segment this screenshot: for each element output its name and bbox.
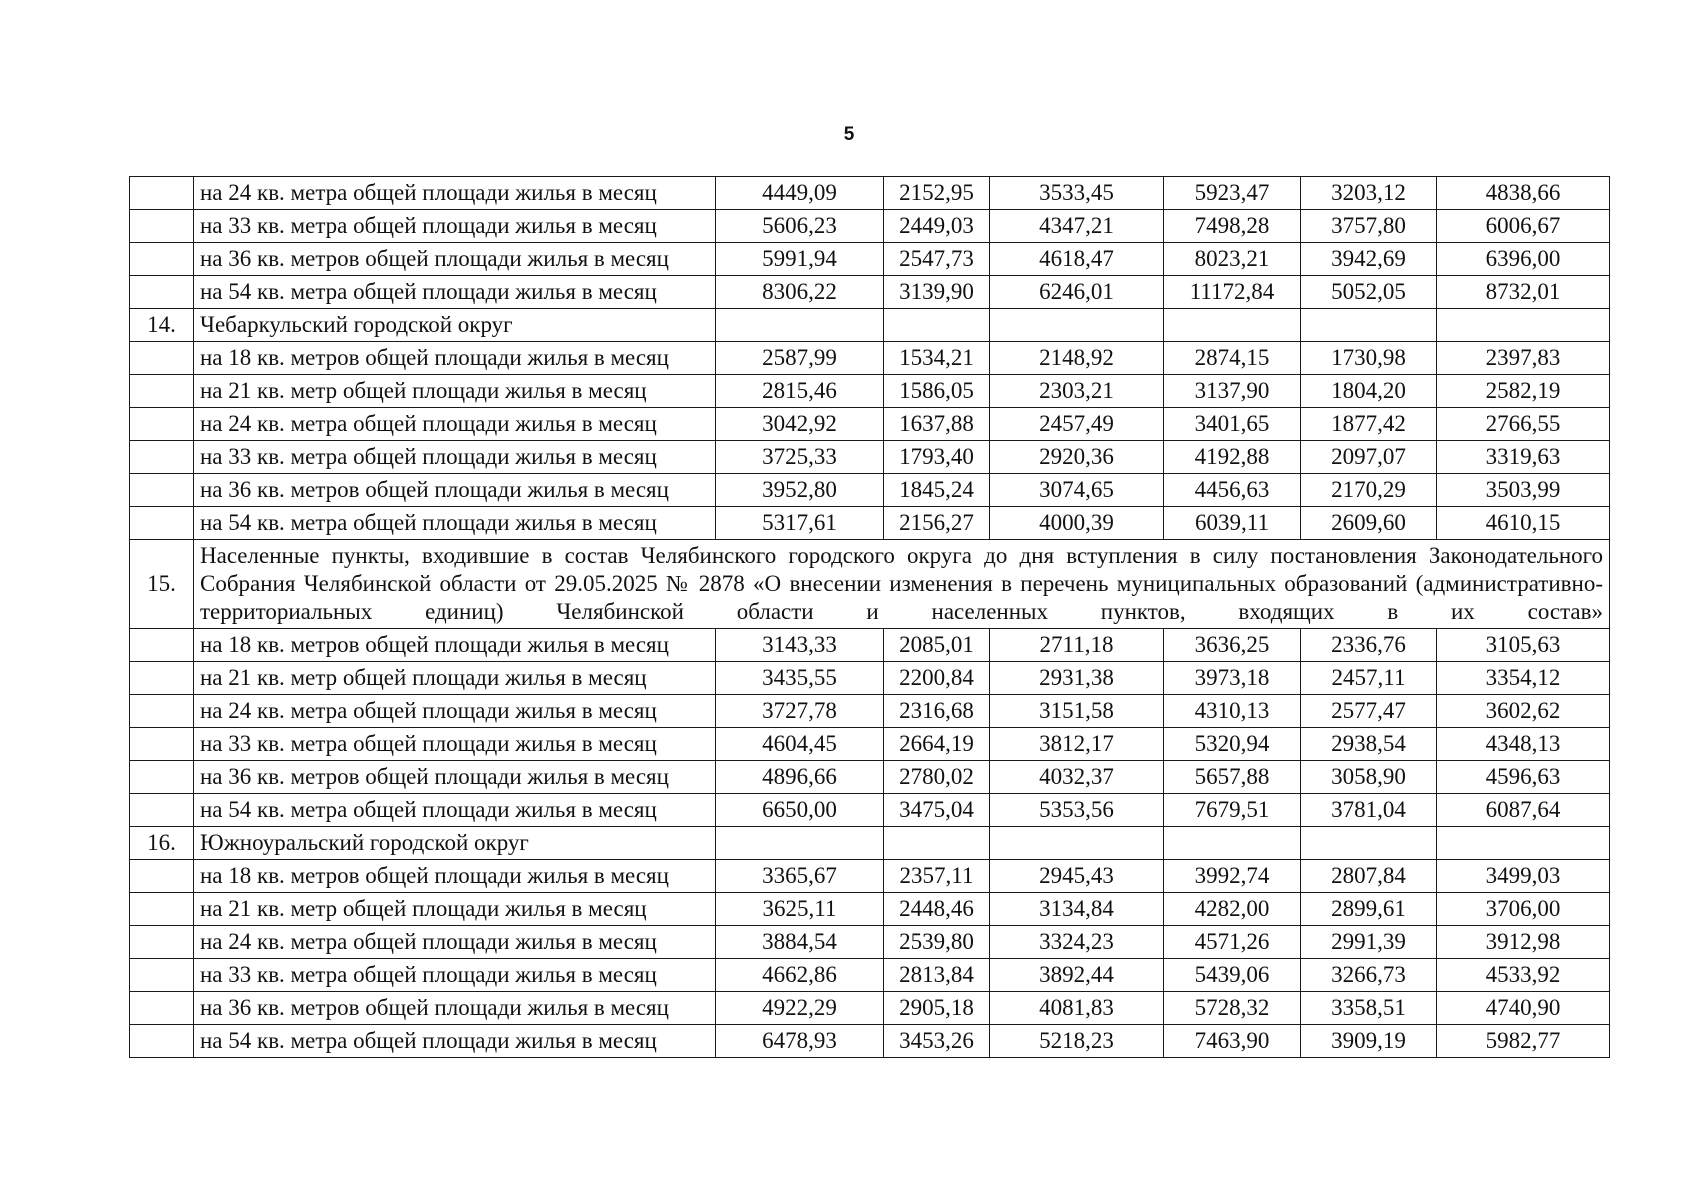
table-row [130, 794, 1610, 827]
value-cell: 5606,23 [716, 210, 884, 243]
table-row [130, 408, 1610, 441]
value-cell: 8732,01 [1437, 276, 1610, 309]
row-label: на 54 кв. метра общей площади жилья в месяц [194, 276, 716, 309]
row-number-cell [130, 243, 194, 276]
table-row [130, 507, 1610, 540]
value-cell: 4922,29 [716, 992, 884, 1025]
empty-cell [1301, 309, 1437, 342]
section-number: 14. [130, 309, 194, 342]
value-cell: 3401,65 [1164, 408, 1301, 441]
value-cell: 2905,18 [884, 992, 990, 1025]
table-row [130, 959, 1610, 992]
value-cell: 6087,64 [1437, 794, 1610, 827]
value-cell: 1730,98 [1301, 342, 1437, 375]
table-row [130, 728, 1610, 761]
empty-cell [1164, 309, 1301, 342]
table-row [130, 177, 1610, 210]
value-cell: 6650,00 [716, 794, 884, 827]
section-row [130, 540, 1610, 629]
section-title [194, 540, 1610, 629]
value-cell: 3533,45 [990, 177, 1164, 210]
value-cell: 3602,62 [1437, 695, 1610, 728]
value-cell: 3058,90 [1301, 761, 1437, 794]
value-cell: 3912,98 [1437, 926, 1610, 959]
value-cell: 3266,73 [1301, 959, 1437, 992]
value-cell: 2931,38 [990, 662, 1164, 695]
row-label: на 54 кв. метра общей площади жилья в месяц [194, 507, 716, 540]
row-number-cell [130, 926, 194, 959]
value-cell: 1877,42 [1301, 408, 1437, 441]
row-label: на 33 кв. метра общей площади жилья в месяц [194, 959, 716, 992]
value-cell: 4610,15 [1437, 507, 1610, 540]
value-cell: 4571,26 [1164, 926, 1301, 959]
value-cell: 2303,21 [990, 375, 1164, 408]
table-row [130, 210, 1610, 243]
table-row [130, 695, 1610, 728]
row-label: на 54 кв. метра общей площади жилья в месяц [194, 1025, 716, 1058]
value-cell: 3706,00 [1437, 893, 1610, 926]
value-cell: 1793,40 [884, 441, 990, 474]
value-cell: 2397,83 [1437, 342, 1610, 375]
table-row [130, 1025, 1610, 1058]
value-cell: 4896,66 [716, 761, 884, 794]
table-row [130, 662, 1610, 695]
value-cell: 1637,88 [884, 408, 990, 441]
value-cell: 2991,39 [1301, 926, 1437, 959]
value-cell: 4662,86 [716, 959, 884, 992]
value-cell: 2457,11 [1301, 662, 1437, 695]
value-cell: 3952,80 [716, 474, 884, 507]
value-cell: 2711,18 [990, 629, 1164, 662]
value-cell: 2920,36 [990, 441, 1164, 474]
value-cell: 5320,94 [1164, 728, 1301, 761]
value-cell: 3973,18 [1164, 662, 1301, 695]
row-number-cell [130, 441, 194, 474]
value-cell: 5991,94 [716, 243, 884, 276]
section-row [130, 309, 1610, 342]
value-cell: 3812,17 [990, 728, 1164, 761]
value-cell: 2938,54 [1301, 728, 1437, 761]
value-cell: 3319,63 [1437, 441, 1610, 474]
value-cell: 2582,19 [1437, 375, 1610, 408]
value-cell: 2587,99 [716, 342, 884, 375]
value-cell: 11172,84 [1164, 276, 1301, 309]
value-cell: 3884,54 [716, 926, 884, 959]
value-cell: 4310,13 [1164, 695, 1301, 728]
value-cell: 5923,47 [1164, 177, 1301, 210]
value-cell: 6039,11 [1164, 507, 1301, 540]
section-number: 16. [130, 827, 194, 860]
row-label: на 18 кв. метров общей площади жилья в месяц [194, 629, 716, 662]
value-cell: 5728,32 [1164, 992, 1301, 1025]
value-cell: 1845,24 [884, 474, 990, 507]
row-number-cell [130, 342, 194, 375]
value-cell: 3435,55 [716, 662, 884, 695]
row-number-cell [130, 728, 194, 761]
value-cell: 3354,12 [1437, 662, 1610, 695]
value-cell: 4596,63 [1437, 761, 1610, 794]
value-cell: 8306,22 [716, 276, 884, 309]
section-title: Чебаркульский городской округ [194, 309, 716, 342]
value-cell: 2448,46 [884, 893, 990, 926]
value-cell: 2664,19 [884, 728, 990, 761]
table-row [130, 992, 1610, 1025]
row-label: на 24 кв. метра общей площади жилья в месяц [194, 408, 716, 441]
row-number-cell [130, 1025, 194, 1058]
row-label: на 24 кв. метра общей площади жилья в месяц [194, 695, 716, 728]
empty-cell [1437, 827, 1610, 860]
row-label: на 18 кв. метров общей площади жилья в месяц [194, 860, 716, 893]
value-cell: 4740,90 [1437, 992, 1610, 1025]
empty-cell [1437, 309, 1610, 342]
row-number-cell [130, 177, 194, 210]
empty-cell [1164, 827, 1301, 860]
section-title: Южноуральский городской округ [194, 827, 716, 860]
value-cell: 3475,04 [884, 794, 990, 827]
value-cell: 4348,13 [1437, 728, 1610, 761]
value-cell: 1586,05 [884, 375, 990, 408]
table-row [130, 926, 1610, 959]
empty-cell [990, 309, 1164, 342]
value-cell: 5317,61 [716, 507, 884, 540]
section-title-text: Населенные пункты, входившие в состав Челябинского городского округа до дня вступления в силу постановления Законодательного Собрания Челябинской области от 29.05.2025 № 2878 «О внесении изменения в перечень муниципальных образований (административно-территориальных единиц) Челябинской области и населенных пунктов, входящих в их состав» [200, 543, 1603, 624]
value-cell: 8023,21 [1164, 243, 1301, 276]
value-cell: 2547,73 [884, 243, 990, 276]
empty-cell [716, 309, 884, 342]
row-number-cell [130, 474, 194, 507]
value-cell: 2766,55 [1437, 408, 1610, 441]
value-cell: 3992,74 [1164, 860, 1301, 893]
value-cell: 2577,47 [1301, 695, 1437, 728]
row-label: на 24 кв. метра общей площади жилья в месяц [194, 926, 716, 959]
page-number: 5 [843, 124, 855, 145]
value-cell: 3499,03 [1437, 860, 1610, 893]
value-cell: 6396,00 [1437, 243, 1610, 276]
row-number-cell [130, 408, 194, 441]
table-row [130, 243, 1610, 276]
value-cell: 5982,77 [1437, 1025, 1610, 1058]
row-number-cell [130, 210, 194, 243]
empty-cell [1301, 827, 1437, 860]
table-row [130, 441, 1610, 474]
value-cell: 3151,58 [990, 695, 1164, 728]
value-cell: 2780,02 [884, 761, 990, 794]
row-number-cell [130, 761, 194, 794]
row-label: на 21 кв. метр общей площади жилья в месяц [194, 893, 716, 926]
empty-cell [884, 827, 990, 860]
row-label: на 33 кв. метра общей площади жилья в месяц [194, 728, 716, 761]
value-cell: 4456,63 [1164, 474, 1301, 507]
value-cell: 6246,01 [990, 276, 1164, 309]
value-cell: 4081,83 [990, 992, 1164, 1025]
empty-cell [716, 827, 884, 860]
value-cell: 2156,27 [884, 507, 990, 540]
value-cell: 5439,06 [1164, 959, 1301, 992]
value-cell: 7679,51 [1164, 794, 1301, 827]
row-number-cell [130, 959, 194, 992]
section-row [130, 827, 1610, 860]
value-cell: 2899,61 [1301, 893, 1437, 926]
value-cell: 2539,80 [884, 926, 990, 959]
row-label: на 36 кв. метров общей площади жилья в месяц [194, 243, 716, 276]
row-label: на 33 кв. метра общей площади жилья в месяц [194, 210, 716, 243]
value-cell: 2813,84 [884, 959, 990, 992]
value-cell: 3324,23 [990, 926, 1164, 959]
value-cell: 4032,37 [990, 761, 1164, 794]
value-cell: 4347,21 [990, 210, 1164, 243]
value-cell: 2085,01 [884, 629, 990, 662]
table-row [130, 860, 1610, 893]
value-cell: 3453,26 [884, 1025, 990, 1058]
row-number-cell [130, 276, 194, 309]
value-cell: 5218,23 [990, 1025, 1164, 1058]
value-cell: 2609,60 [1301, 507, 1437, 540]
table-row [130, 893, 1610, 926]
value-cell: 2357,11 [884, 860, 990, 893]
value-cell: 6006,67 [1437, 210, 1610, 243]
value-cell: 1534,21 [884, 342, 990, 375]
value-cell: 3725,33 [716, 441, 884, 474]
section-number: 15. [130, 540, 194, 629]
value-cell: 2170,29 [1301, 474, 1437, 507]
value-cell: 3909,19 [1301, 1025, 1437, 1058]
value-cell: 4533,92 [1437, 959, 1610, 992]
row-number-cell [130, 893, 194, 926]
value-cell: 5353,56 [990, 794, 1164, 827]
value-cell: 7498,28 [1164, 210, 1301, 243]
value-cell: 2148,92 [990, 342, 1164, 375]
value-cell: 5052,05 [1301, 276, 1437, 309]
value-cell: 4282,00 [1164, 893, 1301, 926]
value-cell: 3074,65 [990, 474, 1164, 507]
row-label: на 36 кв. метров общей площади жилья в месяц [194, 761, 716, 794]
row-number-cell [130, 507, 194, 540]
value-cell: 2200,84 [884, 662, 990, 695]
table-row [130, 474, 1610, 507]
value-cell: 2336,76 [1301, 629, 1437, 662]
value-cell: 2457,49 [990, 408, 1164, 441]
row-label: на 24 кв. метра общей площади жилья в месяц [194, 177, 716, 210]
value-cell: 5657,88 [1164, 761, 1301, 794]
row-label: на 21 кв. метр общей площади жилья в месяц [194, 662, 716, 695]
rates-table [129, 176, 1610, 1058]
table-row [130, 375, 1610, 408]
row-number-cell [130, 992, 194, 1025]
row-number-cell [130, 695, 194, 728]
value-cell: 3781,04 [1301, 794, 1437, 827]
value-cell: 3134,84 [990, 893, 1164, 926]
value-cell: 2097,07 [1301, 441, 1437, 474]
value-cell: 2316,68 [884, 695, 990, 728]
table-body [130, 177, 1610, 1058]
row-label: на 33 кв. метра общей площади жилья в месяц [194, 441, 716, 474]
value-cell: 1804,20 [1301, 375, 1437, 408]
value-cell: 2807,84 [1301, 860, 1437, 893]
value-cell: 3625,11 [716, 893, 884, 926]
value-cell: 2815,46 [716, 375, 884, 408]
value-cell: 3358,51 [1301, 992, 1437, 1025]
row-number-cell [130, 794, 194, 827]
value-cell: 3105,63 [1437, 629, 1610, 662]
table-row [130, 276, 1610, 309]
value-cell: 3503,99 [1437, 474, 1610, 507]
table-row [130, 761, 1610, 794]
value-cell: 2152,95 [884, 177, 990, 210]
value-cell: 4192,88 [1164, 441, 1301, 474]
row-number-cell [130, 860, 194, 893]
row-label: на 18 кв. метров общей площади жилья в месяц [194, 342, 716, 375]
value-cell: 3727,78 [716, 695, 884, 728]
row-label: на 54 кв. метра общей площади жилья в месяц [194, 794, 716, 827]
row-label: на 21 кв. метр общей площади жилья в месяц [194, 375, 716, 408]
value-cell: 4000,39 [990, 507, 1164, 540]
value-cell: 4449,09 [716, 177, 884, 210]
value-cell: 6478,93 [716, 1025, 884, 1058]
value-cell: 4838,66 [1437, 177, 1610, 210]
value-cell: 3942,69 [1301, 243, 1437, 276]
value-cell: 3636,25 [1164, 629, 1301, 662]
table-row [130, 342, 1610, 375]
value-cell: 2449,03 [884, 210, 990, 243]
value-cell: 3139,90 [884, 276, 990, 309]
table-row [130, 629, 1610, 662]
row-number-cell [130, 629, 194, 662]
value-cell: 4604,45 [716, 728, 884, 761]
value-cell: 3365,67 [716, 860, 884, 893]
value-cell: 3042,92 [716, 408, 884, 441]
row-label: на 36 кв. метров общей площади жилья в месяц [194, 474, 716, 507]
value-cell: 3143,33 [716, 629, 884, 662]
value-cell: 2874,15 [1164, 342, 1301, 375]
value-cell: 7463,90 [1164, 1025, 1301, 1058]
row-number-cell [130, 662, 194, 695]
value-cell: 2945,43 [990, 860, 1164, 893]
value-cell: 3757,80 [1301, 210, 1437, 243]
value-cell: 3892,44 [990, 959, 1164, 992]
empty-cell [884, 309, 990, 342]
value-cell: 4618,47 [990, 243, 1164, 276]
value-cell: 3137,90 [1164, 375, 1301, 408]
empty-cell [990, 827, 1164, 860]
row-label: на 36 кв. метров общей площади жилья в месяц [194, 992, 716, 1025]
row-number-cell [130, 375, 194, 408]
value-cell: 3203,12 [1301, 177, 1437, 210]
